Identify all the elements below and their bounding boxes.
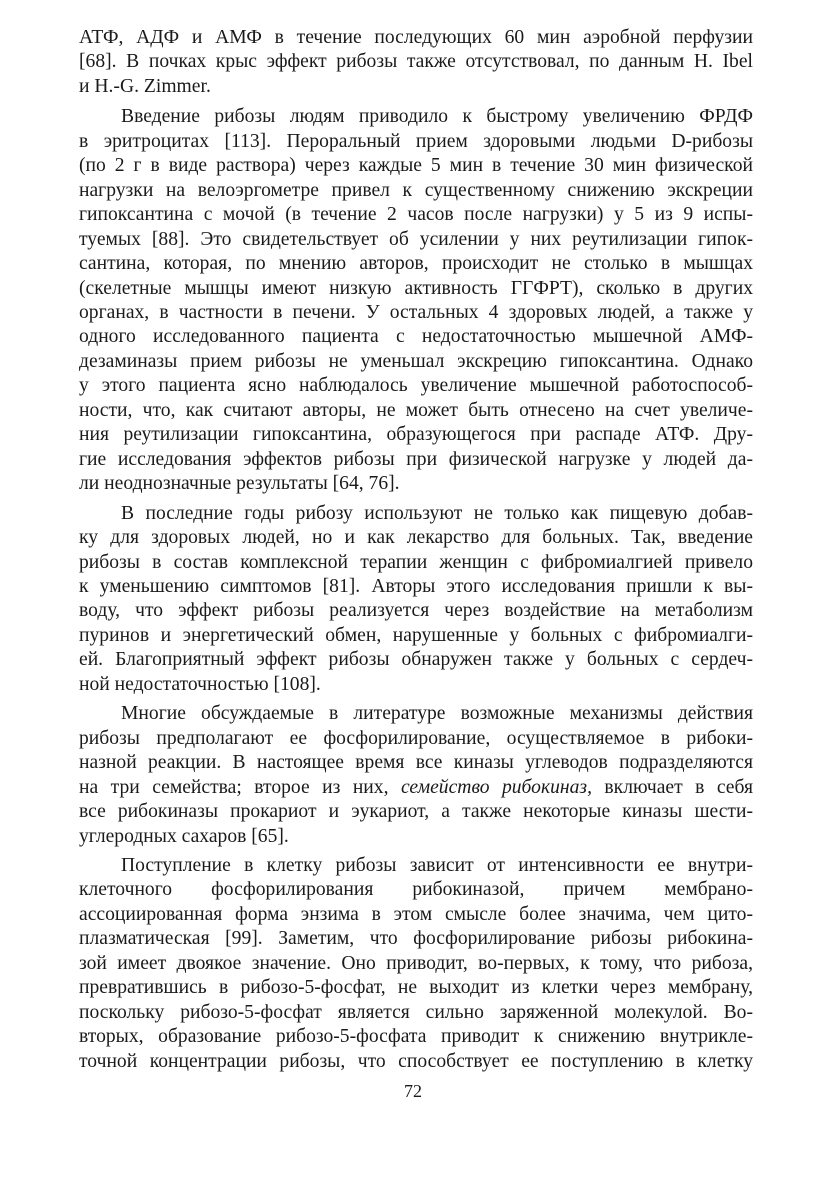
text-line: клеточного фосфорилирования рибокиназой, причем мембрано- — [79, 879, 753, 901]
text-line: Многие обсуждаемые в литературе возможные механизмы действия — [121, 703, 753, 725]
text-line: органах, в частности в печени. У остальных 4 здоровых людей, а также у — [79, 301, 753, 323]
text-line: нагрузки на велоэргометре привел к существенному снижению экскреции — [79, 179, 753, 201]
text-line: гипоксантина с мочой (в течение 2 часов после нагрузки) у 5 из 9 испы- — [79, 204, 753, 226]
text-line: поскольку рибозо-5-фосфат является сильно заряженной молекулой. Во- — [79, 1001, 753, 1023]
text-line: вторых, образование рибозо-5-фосфата приводит к снижению внутрикле- — [79, 1026, 753, 1048]
text-line: и H.-G. Zimmer. — [79, 75, 211, 97]
text-line: точной концентрации рибозы, что способствует ее поступлению в клетку — [79, 1050, 753, 1072]
text-line: в эритроцитах [113]. Пероральный прием здоровыми людьми D-рибозы — [79, 130, 753, 152]
paragraph — [79, 26, 753, 99]
text-line: дезаминазы прием рибозы не уменьшал экскрецию гипоксантина. Однако — [79, 350, 753, 372]
text-line: ния реутилизации гипоксантина, образующегося при распаде АТФ. Дру- — [79, 424, 753, 446]
text-line: пуринов и энергетический обмен, нарушенные у больных с фибромиалги- — [79, 624, 753, 646]
text-line: (по 2 г в виде раствора) через каждые 5 мин в течение 30 мин физической — [79, 155, 753, 177]
text-line: туемых [88]. Это свидетельствует об усилении у них реутилизации гипок- — [79, 228, 753, 250]
text-line: воду, что эффект рибозы реализуется через воздействие на метаболизм — [79, 600, 753, 622]
text-line: к уменьшению симптомов [81]. Авторы этого исследования пришли к вы- — [79, 575, 753, 597]
text-line: Введение рибозы людям приводило к быстрому увеличению ФРДФ — [121, 106, 753, 128]
text-line: одного исследованного пациента с недостаточностью мышечной АМФ- — [79, 326, 753, 348]
text-line: ку для здоровых людей, но и как лекарство для больных. Так, введение — [79, 527, 753, 549]
text-line: на три семейства; второе из них, семейство рибокиназ, включает в себя — [79, 776, 753, 798]
text-line: ассоциированная форма энзима в этом смысле более значима, чем цито- — [79, 903, 753, 925]
page-number: 72 — [404, 1081, 422, 1101]
text-line: ной недостаточностью [108]. — [79, 673, 321, 695]
text-line: назной реакции. В настоящее время все киназы углеводов подразделяются — [79, 752, 753, 774]
text-line: гие исследования эффектов рибозы при физической нагрузке у людей да- — [79, 448, 753, 470]
text-line: сантина, которая, по мнению авторов, происходит не столько в мышцах — [79, 253, 753, 275]
paragraph — [79, 854, 753, 1074]
text-line: ности, что, как считают авторы, не может быть отнесено на счет увеличе- — [79, 399, 753, 421]
text-line: все рибокиназы прокариот и эукариот, а также некоторые киназы шести- — [79, 801, 753, 823]
text-line: АТФ, АДФ и АМФ в течение последующих 60 мин аэробной перфузии — [79, 27, 753, 48]
text-line: плазматическая [99]. Заметим, что фосфорилирование рибозы рибокина- — [79, 928, 753, 950]
paragraph — [79, 702, 753, 849]
italic-term: семейство рибокиназ, — [400, 776, 592, 798]
paragraph — [79, 502, 753, 698]
text-line: рибозы предполагают ее фосфорилирование, осуществляемое в рибоки- — [79, 727, 753, 749]
paragraph — [79, 105, 753, 496]
text-line: ей. Благоприятный эффект рибозы обнаружен также у больных с сердеч- — [79, 649, 753, 671]
text-line: углеродных сахаров [65]. — [79, 825, 289, 847]
text-line: рибозы в состав комплексной терапии женщин с фибромиалгией привело — [79, 551, 753, 573]
text-line: ли неоднозначные результаты [64, 76]. — [79, 473, 400, 495]
text-line: зой имеет двоякое значение. Оно приводит, во-первых, к тому, что рибоза, — [79, 952, 753, 974]
text-line: В последние годы рибозу используют не только как пищевую добав- — [121, 502, 753, 524]
body-text — [79, 26, 753, 1074]
text-line: (скелетные мышцы имеют низкую активность ГГФРТ), сколько в других — [79, 277, 753, 299]
text-line: Поступление в клетку рибозы зависит от интенсивности ее внутри- — [121, 854, 753, 876]
text-line: превратившись в рибозо-5-фосфат, не выходит из клетки через мембрану, — [79, 977, 753, 999]
text-line: у этого пациента ясно наблюдалось увеличение мышечной работоспособ- — [79, 375, 753, 397]
text-line: [68]. В почках крыс эффект рибозы также отсутствовал, по данным H. Ibel — [79, 51, 753, 73]
